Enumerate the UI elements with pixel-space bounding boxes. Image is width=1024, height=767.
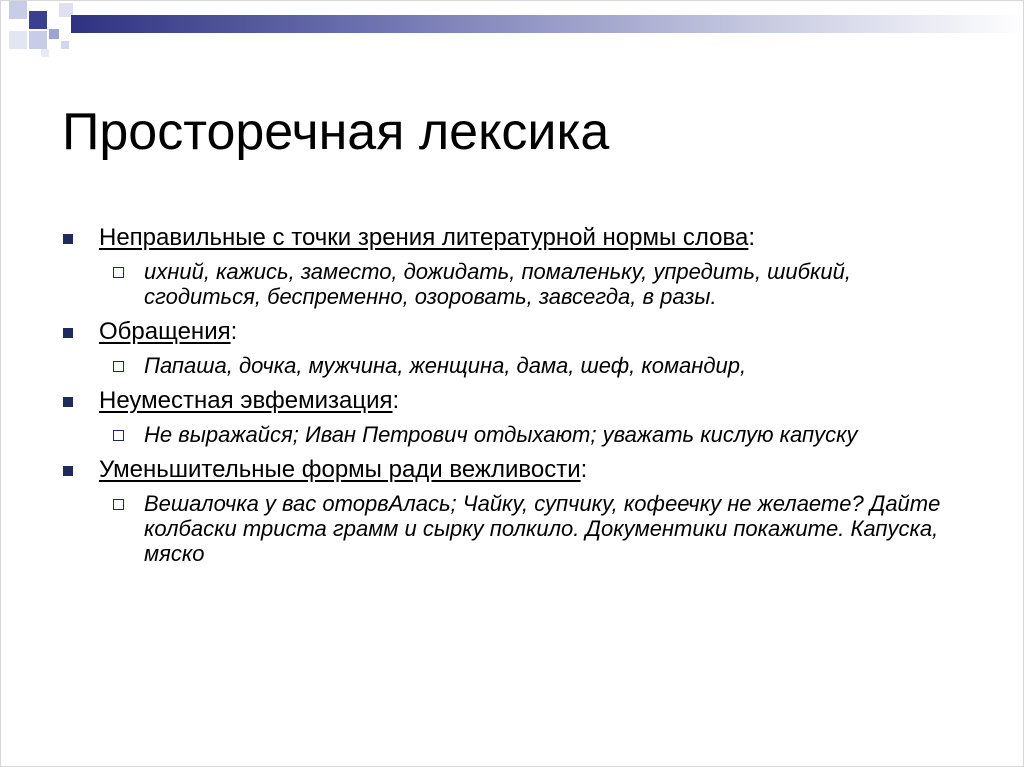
- bullet-heading: Неуместная эвфемизация:: [99, 387, 400, 414]
- hollow-square-bullet-icon: [113, 361, 124, 372]
- deco-square: [29, 11, 47, 29]
- slide-title: Просторечная лексика: [62, 103, 610, 161]
- bullet-subtext: Не выражайся; Иван Петрович отдыхают; уважать кислую капуску: [144, 422, 858, 447]
- square-bullet-icon: [63, 466, 73, 476]
- deco-square: [29, 31, 47, 49]
- bullet-subtext: Папаша, дочка, мужчина, женщина, дама, шеф, командир,: [144, 353, 747, 378]
- bullet-list: [63, 223, 963, 574]
- header-gradient-bar: [71, 15, 1024, 33]
- list-item: [63, 386, 963, 447]
- deco-square: [41, 49, 49, 57]
- bullet-heading: Обращения:: [99, 318, 238, 345]
- deco-square: [49, 29, 59, 39]
- bullet-subtext: ихний, кажись, заместо, дожидать, помаленьку, упредить, шибкий, сгодиться, беспременно, озоровать, завсегда, в разы.: [144, 259, 852, 309]
- list-item: [63, 317, 963, 378]
- hollow-square-bullet-icon: [113, 499, 124, 510]
- header-decoration: [1, 1, 1024, 61]
- bullet-subtext: Вешалочка у вас оторвАлась; Чайку, супчику, кофеечку не желаете? Дайте колбаски триста грамм и сырку полкило. Документики покажите. Капуска, мяско: [144, 491, 941, 566]
- bullet-heading: Уменьшительные формы ради вежливости:: [99, 456, 588, 483]
- square-bullet-icon: [63, 234, 73, 244]
- square-bullet-icon: [63, 397, 73, 407]
- deco-square: [9, 31, 27, 49]
- deco-square: [9, 1, 27, 19]
- list-item: [63, 455, 963, 566]
- hollow-square-bullet-icon: [113, 430, 124, 441]
- square-bullet-icon: [63, 328, 73, 338]
- deco-square: [61, 41, 69, 49]
- bullet-heading: Неправильные с точки зрения литературной нормы слова:: [99, 224, 756, 251]
- list-item: [63, 223, 963, 309]
- hollow-square-bullet-icon: [113, 267, 124, 278]
